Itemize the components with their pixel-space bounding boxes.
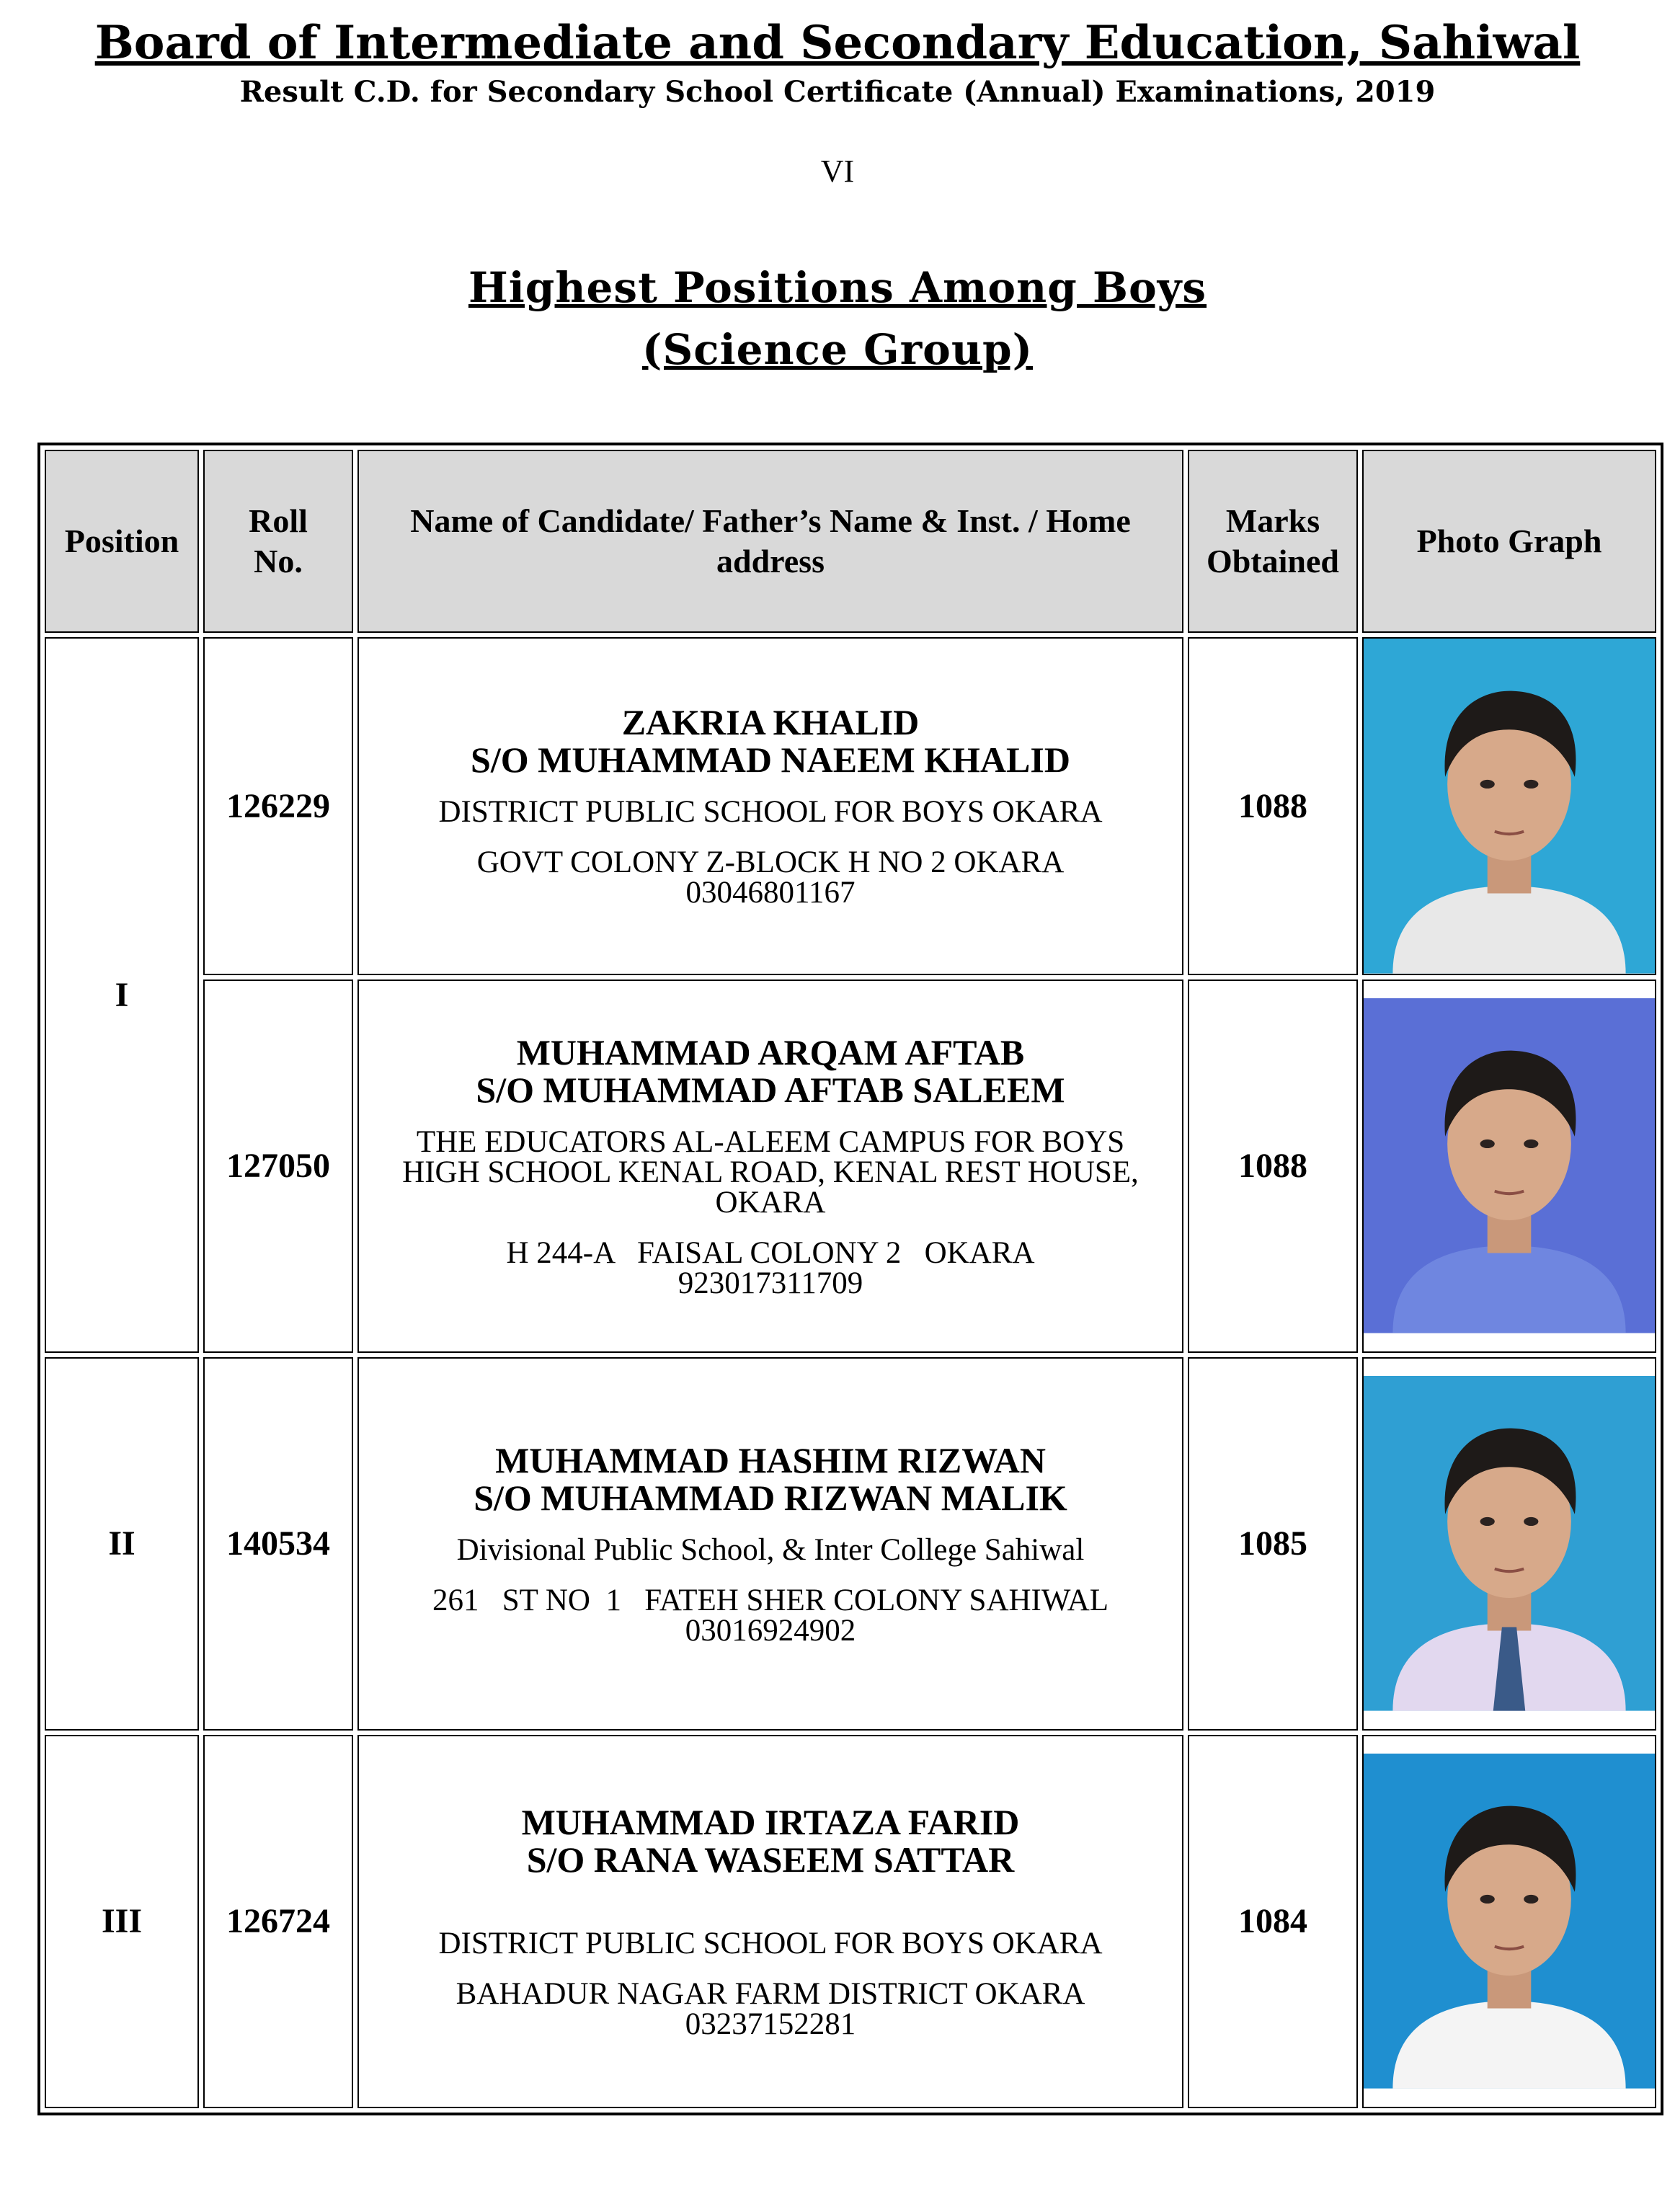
candidate-photo bbox=[1364, 1376, 1655, 1711]
marks-cell: 1084 bbox=[1188, 1735, 1358, 2108]
phone-number: 03016924902 bbox=[685, 1613, 856, 1648]
candidate-cell bbox=[357, 980, 1183, 1353]
position-cell: I bbox=[45, 637, 199, 1353]
photo-eye-left bbox=[1480, 780, 1495, 789]
section-heading-line1: Highest Positions Among Boys bbox=[468, 263, 1207, 312]
institution: Divisional Public School, & Inter College Sahiwal bbox=[456, 1532, 1085, 1567]
home-address: 261 ST NO 1 FATEH SHER COLONY SAHIWAL bbox=[432, 1583, 1109, 1617]
page-marker: VI bbox=[820, 154, 855, 189]
candidate-photo bbox=[1364, 1754, 1655, 2089]
photo-eye-right bbox=[1524, 1517, 1538, 1526]
table-header-row bbox=[45, 450, 1656, 633]
candidate-photo bbox=[1364, 639, 1655, 974]
marks-cell: 1088 bbox=[1188, 980, 1358, 1353]
roll-cell: 126724 bbox=[203, 1735, 353, 2108]
roll-cell: 140534 bbox=[203, 1357, 353, 1731]
phone-number: 03046801167 bbox=[685, 876, 856, 910]
photo-cell bbox=[1362, 637, 1656, 975]
candidate-cell bbox=[357, 1357, 1183, 1731]
candidate-cell bbox=[357, 1735, 1183, 2108]
father-name: S/O MUHAMMAD AFTAB SALEEM bbox=[476, 1069, 1065, 1110]
candidate-cell bbox=[357, 637, 1183, 975]
phone-number: 03237152281 bbox=[685, 2007, 856, 2041]
result-subtitle: Result C.D. for Secondary School Certificate (Annual) Examinations, 2019 bbox=[239, 75, 1436, 109]
table-row bbox=[45, 980, 1656, 1353]
photo-cell bbox=[1362, 1357, 1656, 1731]
table-row bbox=[45, 1357, 1656, 1731]
candidate-photo bbox=[1364, 998, 1655, 1333]
candidate-name: MUHAMMAD ARQAM AFTAB bbox=[516, 1031, 1025, 1072]
candidate-name: ZAKRIA KHALID bbox=[621, 702, 920, 743]
father-name: S/O RANA WASEEM SATTAR bbox=[526, 1839, 1015, 1880]
table-row bbox=[45, 1735, 1656, 2108]
institution: THE EDUCATORS AL-ALEEM CAMPUS FOR BOYS HIGH SCHOOL KENAL ROAD, KENAL REST HOUSE, OKARA bbox=[402, 1124, 1139, 1220]
marks-cell: 1085 bbox=[1188, 1357, 1358, 1731]
section-heading-line2: (Science Group) bbox=[641, 325, 1034, 374]
home-address: H 244-A FAISAL COLONY 2 OKARA bbox=[506, 1235, 1035, 1270]
photo-eye-left bbox=[1480, 1140, 1495, 1148]
position-cell: II bbox=[45, 1357, 199, 1731]
institution: DISTRICT PUBLIC SCHOOL FOR BOYS OKARA bbox=[438, 795, 1103, 830]
header-position: Position bbox=[45, 450, 199, 633]
home-address: BAHADUR NAGAR FARM DISTRICT OKARA bbox=[456, 1976, 1085, 2011]
candidate-name: MUHAMMAD IRTAZA FARID bbox=[521, 1801, 1020, 1842]
institution: DISTRICT PUBLIC SCHOOL FOR BOYS OKARA bbox=[438, 1926, 1103, 1960]
position-cell: III bbox=[45, 1735, 199, 2108]
photo-cell bbox=[1362, 980, 1656, 1353]
photo-eye-left bbox=[1480, 1895, 1495, 1904]
photo-eye-left bbox=[1480, 1517, 1495, 1526]
photo-cell bbox=[1362, 1735, 1656, 2108]
phone-number: 923017311709 bbox=[677, 1266, 863, 1300]
header-candidate: Name of Candidate/ Father’s Name & Inst. / Home address bbox=[357, 450, 1183, 633]
header-marks: Marks Obtained bbox=[1188, 450, 1358, 633]
father-name: S/O MUHAMMAD NAEEM KHALID bbox=[471, 739, 1070, 781]
photo-eye-right bbox=[1524, 1895, 1538, 1904]
marks-cell: 1088 bbox=[1188, 637, 1358, 975]
photo-eye-right bbox=[1524, 1140, 1538, 1148]
home-address: GOVT COLONY Z-BLOCK H NO 2 OKARA bbox=[476, 845, 1065, 880]
roll-cell: 127050 bbox=[203, 980, 353, 1353]
candidate-name: MUHAMMAD HASHIM RIZWAN bbox=[495, 1439, 1046, 1480]
father-name: S/O MUHAMMAD RIZWAN MALIK bbox=[474, 1477, 1067, 1518]
board-title: Board of Intermediate and Secondary Education, Sahiwal bbox=[94, 16, 1581, 70]
header-photo: Photo Graph bbox=[1362, 450, 1656, 633]
results-table bbox=[37, 443, 1663, 2115]
roll-cell: 126229 bbox=[203, 637, 353, 975]
header-roll-no: Roll No. bbox=[203, 450, 353, 633]
section-heading bbox=[0, 257, 1675, 381]
table-row bbox=[45, 637, 1656, 975]
photo-eye-right bbox=[1524, 780, 1538, 789]
